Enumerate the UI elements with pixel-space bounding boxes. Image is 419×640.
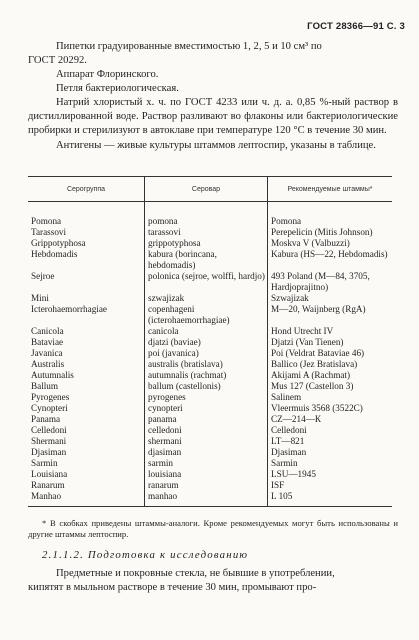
- loop-line: Петля бактериологическая.: [56, 83, 179, 94]
- strain-cell: Salinem: [268, 392, 393, 403]
- serogroup-cell: Grippotyphosa: [31, 238, 86, 248]
- table-row: [28, 458, 392, 469]
- serovar-cell: szwajizak: [145, 293, 268, 304]
- serogroup-cell: Djasiman: [31, 447, 67, 457]
- pipettes-line-2: ГОСТ 20292.: [28, 55, 87, 66]
- serovar-cell: pyrogenes: [145, 392, 268, 403]
- strain-cell: Kabura (HS—22, Hebdomadis): [268, 249, 393, 271]
- strain-cell: Szwajizak: [268, 293, 393, 304]
- strain-cell: Moskva V (Valbuzzi): [268, 238, 393, 249]
- table-row: [28, 337, 392, 348]
- serogroup-table: [28, 176, 392, 507]
- serogroup-cell: Sarmin: [31, 458, 58, 468]
- strain-cell: 493 Poland (M—84, 3705, Hardjoprajitno): [268, 271, 393, 293]
- serovar-cell: australis (bratislava): [145, 359, 268, 370]
- table-body: [28, 202, 392, 507]
- serogroup-cell: Ballum: [31, 381, 59, 391]
- table-row: [28, 403, 392, 414]
- serovar-cell: manhao: [145, 491, 268, 507]
- strain-cell: Ballico (Jez Bratislava): [268, 359, 393, 370]
- antigens-paragraph: Антигены — живые культуры штаммов лептоспир, указаны в таблице.: [56, 140, 376, 151]
- table-row: [28, 414, 392, 425]
- table-row: [28, 469, 392, 480]
- serovar-cell: ballum (castellonis): [145, 381, 268, 392]
- serovar-cell: louisiana: [145, 469, 268, 480]
- strain-cell: CZ—214—К: [268, 414, 393, 425]
- table-row: [28, 425, 392, 436]
- page-header: ГОСТ 28366—91 С. 3: [307, 21, 405, 32]
- strain-cell: Celledoni: [268, 425, 393, 436]
- strain-cell: Djatzi (Van Tienen): [268, 337, 393, 348]
- serogroup-cell: Mini: [31, 293, 49, 303]
- serovar-cell: autumnalis (rachmat): [145, 370, 268, 381]
- serovar-cell: poi (javanica): [145, 348, 268, 359]
- serogroup-cell: Bataviae: [31, 337, 64, 347]
- footnote: * В скобках приведены штаммы-аналоги. Кроме рекомендуемых могут быть использованы и другие штаммы лептоспир.: [28, 518, 398, 539]
- table-row: [28, 491, 392, 507]
- sodium-chloride-paragraph: Натрий хлористый х. ч. по ГОСТ 4233 или ч. д. а. 0,85 %-ный раствор в дистиллированной воде. Раствор разливают во флаконы или бактериологические пробирки и стерилизуют в автоклаве при температуре 120 °С в течение 30 мин.: [28, 97, 398, 136]
- table-row: [28, 447, 392, 458]
- strain-cell: Sarmin: [268, 458, 393, 469]
- serogroup-cell: Australis: [31, 359, 65, 369]
- serogroup-cell: Canicola: [31, 326, 64, 336]
- table-row: [28, 480, 392, 491]
- serovar-cell: djasiman: [145, 447, 268, 458]
- header-strains: Рекомендуемые штаммы*: [268, 177, 393, 202]
- strain-cell: L 105: [268, 491, 393, 507]
- section-paragraph-line-1: Предметные и покровные стекла, не бывшие в употреблении,: [56, 568, 335, 579]
- serogroup-cell: Hebdomadis: [31, 249, 78, 259]
- apparatus-line: Аппарат Флоринского.: [56, 69, 159, 80]
- table-row: [28, 304, 392, 326]
- table-row: [28, 392, 392, 403]
- serovar-cell: celledoni: [145, 425, 268, 436]
- table-row: [28, 326, 392, 337]
- strain-cell: Akijami A (Rachmat): [268, 370, 393, 381]
- table-row: [28, 271, 392, 293]
- strain-cell: Poi (Veldrat Bataviae 46): [268, 348, 393, 359]
- strain-cell: LT—821: [268, 436, 393, 447]
- serogroup-cell: Louisiana: [31, 469, 68, 479]
- serovar-cell: panama: [145, 414, 268, 425]
- pipettes-line-1: Пипетки градуированные вместимостью 1, 2, 5 и 10 см³ по: [56, 41, 322, 52]
- table-row: [28, 249, 392, 271]
- serovar-cell: djatzi (baviae): [145, 337, 268, 348]
- table-header-row: [28, 177, 392, 202]
- table-row: [28, 238, 392, 249]
- serovar-cell: cynopteri: [145, 403, 268, 414]
- serovar-cell: ranarum: [145, 480, 268, 491]
- table-row: [28, 202, 392, 228]
- strain-cell: Mus 127 (Castellon 3): [268, 381, 393, 392]
- strain-cell: Hond Utrecht IV: [268, 326, 393, 337]
- table-row: [28, 227, 392, 238]
- serovar-cell: pomona: [145, 202, 268, 228]
- strain-cell: ISF: [268, 480, 393, 491]
- table-row: [28, 359, 392, 370]
- section-heading: 2.1.1.2. Подготовка к исследованию: [42, 549, 249, 561]
- serogroup-cell: Sejroe: [31, 271, 55, 281]
- serogroup-cell: Celledoni: [31, 425, 67, 435]
- header-serogroup: Серогруппа: [28, 177, 145, 202]
- serovar-cell: grippotyphosa: [145, 238, 268, 249]
- table-row: [28, 381, 392, 392]
- serogroup-cell: Pyrogenes: [31, 392, 70, 402]
- serogroup-cell: Tarassovi: [31, 227, 67, 237]
- strain-cell: Perepelicin (Mitis Johnson): [268, 227, 393, 238]
- table-row: [28, 348, 392, 359]
- serogroup-cell: Panama: [31, 414, 61, 424]
- serogroup-cell: Autumnalis: [31, 370, 74, 380]
- serovar-cell: copenhageni (icterohaemorrhagiae): [145, 304, 268, 326]
- serovar-cell: tarassovi: [145, 227, 268, 238]
- strain-cell: Pomona: [268, 202, 393, 228]
- serogroup-cell: Pomona: [31, 216, 62, 226]
- serogroup-cell: Icterohaemorrhagiae: [31, 304, 108, 314]
- header-serovar: Серовар: [145, 177, 268, 202]
- serogroup-cell: Manhao: [28, 491, 145, 507]
- table-row: [28, 436, 392, 447]
- serovar-cell: shermani: [145, 436, 268, 447]
- strain-cell: M—20, Waijnberg (RgA): [268, 304, 393, 326]
- strain-cell: Djasiman: [268, 447, 393, 458]
- section-paragraph-line-2: кипятят в мыльном растворе в течение 30 мин, промывают про-: [28, 582, 317, 593]
- serovar-cell: polonica (sejroe, wolffi, hardjo): [145, 271, 268, 293]
- serovar-cell: canicola: [145, 326, 268, 337]
- serogroup-cell: Shermani: [31, 436, 67, 446]
- serogroup-cell: Ranarum: [31, 480, 65, 490]
- serogroup-cell: Javanica: [31, 348, 63, 358]
- strain-cell: Vleermuis 3568 (3522C): [268, 403, 393, 414]
- serovar-cell: sarmin: [145, 458, 268, 469]
- table-row: [28, 370, 392, 381]
- serovar-cell: kabura (borincana, hebdomadis): [145, 249, 268, 271]
- strain-cell: LSU—1945: [268, 469, 393, 480]
- table-row: [28, 293, 392, 304]
- serogroup-cell: Cynopteri: [31, 403, 68, 413]
